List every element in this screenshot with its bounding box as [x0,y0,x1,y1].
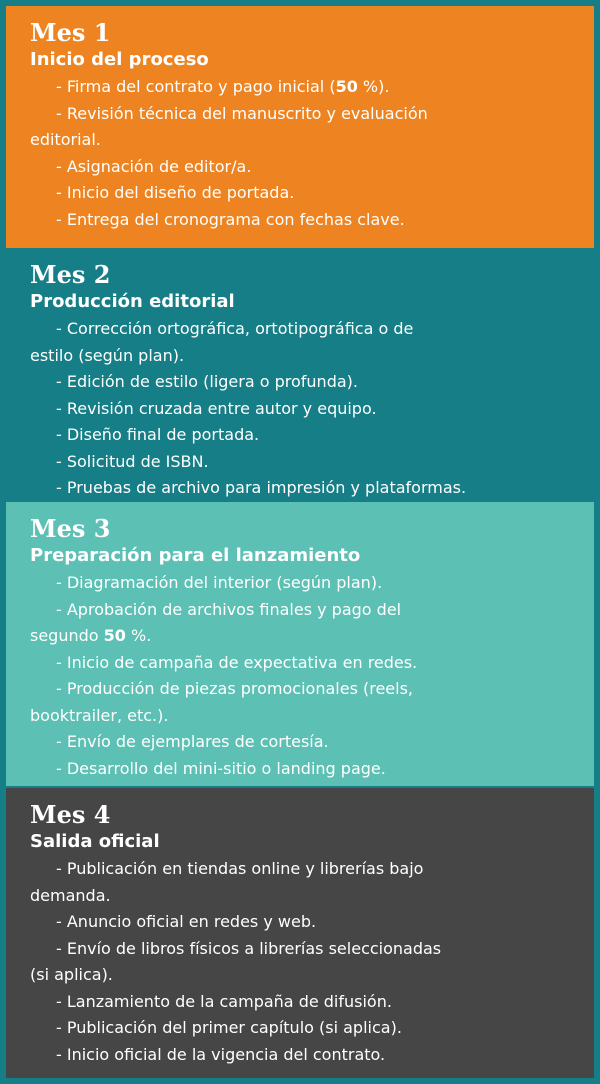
list-item [56,180,594,207]
month-2-heading: Mes 2 [30,260,111,289]
item-text-line2 [30,623,594,650]
item-text-line2: (si aplica). [30,965,113,984]
item-text: - Inicio de campaña de expectativa en redes. [56,652,418,672]
item-text: - Producción de piezas promocionales (reels, [56,679,414,698]
item-text: - Diagramación del interior (según plan). [56,573,383,592]
month-1-section [6,6,594,248]
list-item [56,989,594,1016]
item-text-line2: editorial. [30,130,101,149]
item-text: - Lanzamiento de la campaña de difusión. [56,991,392,1011]
item-bold-value: 50 [103,626,126,645]
item-text: - Corrección ortográfica, ortotipográfica o de [56,319,414,338]
list-item [30,101,594,154]
list-item [56,570,594,597]
item-text: - Envío de libros físicos a librerías seleccionadas [56,938,442,958]
month-2-section [6,248,594,500]
month-3-title: Preparación para el lanzamiento [30,545,361,566]
month-4-heading: Mes 4 [30,800,111,829]
item-text: - Firma del contrato y pago inicial ( [56,77,336,96]
list-item [30,597,594,650]
month-4-section [6,788,594,1078]
item-text: - Asignación de editor/a. [56,156,252,176]
list-item [56,1042,594,1069]
item-text: - Aprobación de archivos finales y pago del [56,599,402,619]
item-text: - Envío de ejemplares de cortesía. [56,732,329,751]
item-text: - Publicación en tiendas online y librerías bajo [56,859,424,878]
list-item [56,1015,594,1042]
month-3-list [30,570,594,782]
item-text-line2: estilo (según plan). [30,345,185,365]
list-item [56,909,594,936]
list-item [56,650,594,677]
list-item [30,936,594,989]
month-4-list [30,856,594,1068]
month-1-list [30,74,594,233]
month-2-title: Producción editorial [30,291,235,312]
list-item [56,756,594,783]
list-item [56,422,594,449]
item-text: - Inicio oficial de la vigencia del contrato. [56,1044,386,1064]
month-3-heading: Mes 3 [30,514,111,543]
list-item [30,856,594,909]
month-1-title: Inicio del proceso [30,49,209,70]
month-3-section [6,502,594,786]
item-text-line2-start: segundo [30,626,104,645]
item-text: - Revisión cruzada entre autor y equipo. [56,398,377,418]
item-text-end: %). [357,77,390,96]
item-text: - Edición de estilo (ligera o profunda). [56,372,358,391]
item-text: - Inicio del diseño de portada. [56,183,295,202]
list-item [56,475,594,502]
list-item [56,396,594,423]
item-text: - Revisión técnica del manuscrito y evaluación [56,103,428,123]
list-item [30,316,594,369]
list-item [56,729,594,756]
item-text: - Anuncio oficial en redes y web. [56,912,317,931]
list-item [56,449,594,476]
item-text: - Diseño final de portada. [56,425,260,444]
item-text-line2-end: %. [125,626,152,645]
list-item [56,74,594,101]
month-1-heading: Mes 1 [30,18,111,47]
item-text: - Desarrollo del mini-sitio o landing page. [56,758,386,778]
item-text-line2: demanda. [30,885,111,905]
list-item [56,369,594,396]
item-text: - Solicitud de ISBN. [56,451,209,471]
item-text: - Entrega del cronograma con fechas clave. [56,209,405,229]
item-text: - Publicación del primer capítulo (si aplica). [56,1018,402,1037]
list-item [56,154,594,181]
item-bold-value: 50 [335,77,358,96]
item-text: - Pruebas de archivo para impresión y plataformas. [56,478,467,497]
list-item [30,676,594,729]
month-4-title: Salida oficial [30,831,160,852]
month-2-list [30,316,594,502]
item-text-line2: booktrailer, etc.). [30,705,169,725]
list-item [56,207,594,234]
